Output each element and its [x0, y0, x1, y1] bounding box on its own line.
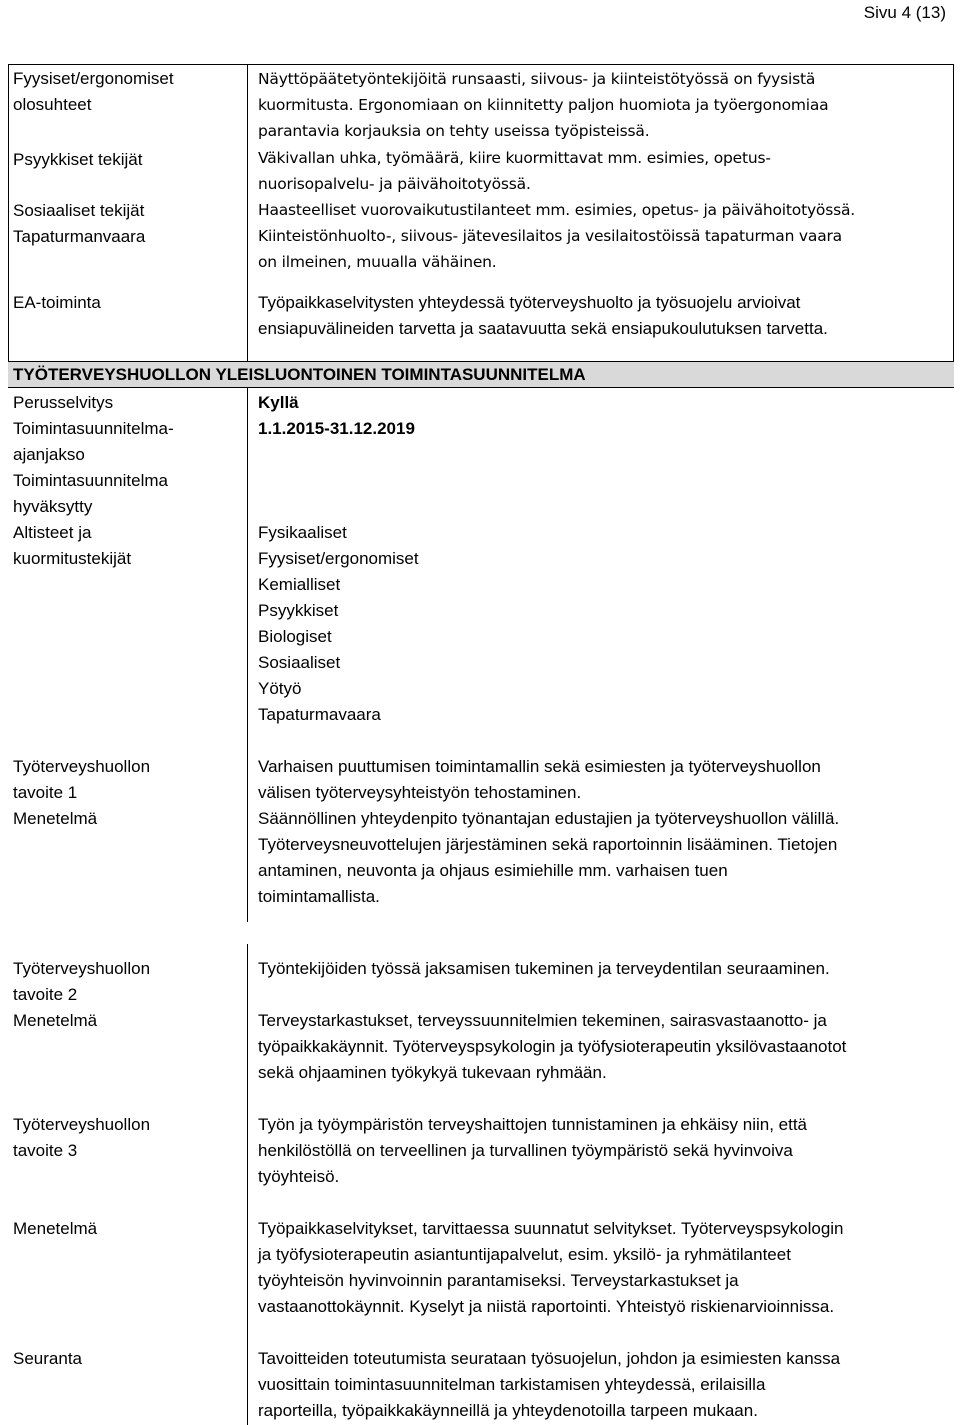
label-ajanjakso: ajanjakso	[13, 445, 85, 464]
menetelma3-line: Työpaikkaselvitykset, tarvittaessa suunnatut selvitykset. Työterveyspsykologin	[258, 1219, 844, 1238]
label-tavoite1-title: Työterveyshuollon	[13, 757, 151, 776]
tavoite3-line: Työn ja työympäristön terveyshaittojen tunnistaminen ja ehkäisy niin, että	[258, 1115, 808, 1134]
top-line-1: Näyttöpäätetyöntekijöitä runsaasti, siivous- ja kiinteistötyössä on fyysistä	[258, 70, 816, 88]
menetelma2-line: sekä ohjaaminen työkykyä tukevaan ryhmään.	[258, 1063, 607, 1082]
menetelma1-line: Säännöllinen yhteydenpito työnantajan edustajien ja työterveyshuollon välillä.	[258, 809, 840, 828]
menetelma1-line: toimintamallista.	[258, 887, 380, 906]
page-number: Sivu 4 (13)	[863, 3, 946, 22]
menetelma3-line: vastaanottokäynnit. Kyselyt ja niistä raportointi. Yhteistyö riskienarvioinnissa.	[258, 1297, 835, 1316]
tavoite2-line: Työntekijöiden työssä jaksamisen tukeminen ja terveydentilan seuraaminen.	[258, 959, 830, 978]
plan-header-title: TYÖTERVEYSHUOLLON YLEISLUONTOINEN TOIMINTASUUNNITELMA	[13, 365, 586, 384]
right-border	[953, 64, 954, 362]
tavoite3-line: henkilöstöllä on terveellinen ja turvallinen työympäristö sekä hyvinvoiva	[258, 1141, 793, 1160]
menetelma3-line: ja työfysioterapeutin asiantuntijapalvelut, esim. yksilö- ja ryhmätilanteet	[258, 1245, 791, 1264]
plan-header	[8, 361, 954, 388]
label-perusselvitys: Perusselvitys	[13, 393, 114, 412]
menetelma1-line: Työterveysneuvottelujen järjestäminen sekä raportoinnin lisääminen. Tietojen	[258, 835, 838, 854]
top-line-4: Väkivallan uhka, työmäärä, kiire kuormittavat mm. esimies, opetus-	[258, 149, 771, 167]
altiste-item: Fyysiset/ergonomiset	[258, 549, 419, 568]
menetelma2-line: työpaikkakäynnit. Työterveyspsykologin ja työfysioterapeutin yksilövastaanotot	[258, 1037, 847, 1056]
label-hyvaksytty: hyväksytty	[13, 497, 93, 516]
tavoite1-line: Varhaisen puuttumisen toimintamallin sekä esimiesten ja työterveyshuollon	[258, 757, 821, 776]
perusselvitys-value: Kyllä	[258, 393, 299, 412]
column-divider-lower	[247, 944, 248, 1425]
label-olosuhteet: olosuhteet	[13, 95, 92, 114]
label-toimintasuunnitelma-hyvaksytty: Toimintasuunnitelma	[13, 471, 168, 490]
label-altisteet: Altisteet ja	[13, 523, 92, 542]
label-ea-toiminta: EA-toiminta	[13, 293, 101, 312]
altiste-item: Yötyö	[258, 679, 302, 698]
label-tavoite1: tavoite 1	[13, 783, 78, 802]
top-line-5: nuorisopalvelu- ja päivähoitotyössä.	[258, 175, 531, 193]
label-seuranta: Seuranta	[13, 1349, 82, 1368]
label-toimintasuunnitelma-ajanjakso: Toimintasuunnitelma-	[13, 419, 174, 438]
seuranta-line: raporteilla, työpaikkakäynneillä ja yhteydenotoilla tarpeen mukaan.	[258, 1401, 758, 1420]
label-fyysiset: Fyysiset/ergonomiset	[13, 69, 174, 88]
altiste-item: Biologiset	[258, 627, 332, 646]
label-psyykkiset: Psyykkiset tekijät	[13, 150, 143, 169]
top-table-top-border	[8, 64, 954, 65]
top-line-8: on ilmeinen, muualla vähäinen.	[258, 253, 497, 271]
ajanjakso-value: 1.1.2015-31.12.2019	[258, 419, 415, 438]
tavoite3-line: työyhteisö.	[258, 1167, 340, 1186]
altiste-item: Kemialliset	[258, 575, 341, 594]
top-line-6: Haasteelliset vuorovaikutustilanteet mm. esimies, opetus- ja päivähoitotyössä.	[258, 201, 855, 219]
left-border	[8, 64, 9, 362]
label-menetelma1: Menetelmä	[13, 809, 98, 828]
menetelma2-line: Terveystarkastukset, terveyssuunnitelmien tekeminen, sairasvastaanotto- ja	[258, 1011, 827, 1030]
label-menetelma2: Menetelmä	[13, 1011, 98, 1030]
top-line-9: Työpaikkaselvitysten yhteydessä työterveyshuolto ja työsuojelu arvioivat	[258, 293, 801, 312]
top-line-2: kuormitusta. Ergonomiaan on kiinnitetty paljon huomiota ja työergonomiaa	[258, 96, 829, 114]
top-line-10: ensiapuvälineiden tarvetta ja saatavuutta sekä ensiapukoulutuksen tarvetta.	[258, 319, 828, 338]
label-tavoite2: tavoite 2	[13, 985, 78, 1004]
seuranta-line: vuosittain toimintasuunnitelman tarkistamisen yhteydessä, erilaisilla	[258, 1375, 766, 1394]
label-kuormitustekijat: kuormitustekijät	[13, 549, 132, 568]
label-tapaturmanvaara: Tapaturmanvaara	[13, 227, 146, 246]
menetelma3-line: työyhteisön hyvinvoinnin parantamiseksi. Terveystarkastukset ja	[258, 1271, 739, 1290]
altiste-item: Psyykkiset	[258, 601, 339, 620]
menetelma1-line: antaminen, neuvonta ja ohjaus esimiehille mm. varhaisen tuen	[258, 861, 728, 880]
label-sosiaaliset: Sosiaaliset tekijät	[13, 201, 145, 220]
top-line-7: Kiinteistönhuolto-, siivous- jätevesilaitos ja vesilaitostöissä tapaturman vaara	[258, 227, 842, 245]
label-tavoite3: tavoite 3	[13, 1141, 78, 1160]
top-line-3: parantavia korjauksia on tehty useissa työpisteissä.	[258, 122, 650, 140]
label-tavoite3-title: Työterveyshuollon	[13, 1115, 151, 1134]
label-tavoite2-title: Työterveyshuollon	[13, 959, 151, 978]
altiste-item: Fysikaaliset	[258, 523, 347, 542]
altiste-item: Tapaturmavaara	[258, 705, 381, 724]
altiste-item: Sosiaaliset	[258, 653, 341, 672]
column-divider-main	[247, 388, 248, 922]
tavoite1-line: välisen työterveysyhteistyön tehostaminen.	[258, 783, 582, 802]
column-divider-top	[247, 64, 248, 362]
label-menetelma3: Menetelmä	[13, 1219, 98, 1238]
seuranta-line: Tavoitteiden toteutumista seurataan työsuojelun, johdon ja esimiesten kanssa	[258, 1349, 841, 1368]
